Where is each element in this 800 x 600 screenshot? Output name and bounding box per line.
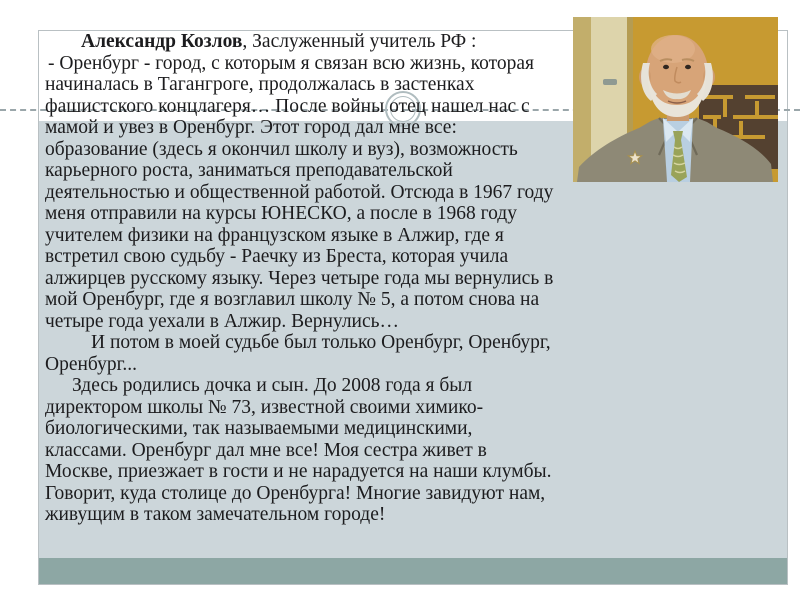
bottom-accent-band (39, 558, 787, 584)
paragraph-closing: Здесь родились дочка и сын. До 2008 года я был директором школы № 73, известной своими химико-биологическими, так называемыми медицинскими, классами. Оренбург дал мне все! Моя сестра живет в Москве, приезжает в гости и не нарадуется на наши клумбы. Говорит, куда столице до Оренбурга! Многие завидуют нам, живущим в таком замечательном городе! (45, 375, 552, 525)
portrait-illustration (573, 17, 778, 182)
portrait-photo (573, 17, 778, 182)
heading-suffix: , Заслуженный учитель РФ : (242, 31, 477, 52)
paragraph-refrain: И потом в моей судьбе был только Оренбург, Оренбург, Оренбург... (45, 332, 551, 375)
heading-line (45, 31, 557, 53)
person-name: Александр Козлов (81, 31, 243, 52)
paragraph-intro: - Оренбург - город, с которым я связан всю жизнь, которая начиналась в Тагангроге, продолжалась в застенках фашистского концлагеря… После войны отец нашел нас с мамой и увез в Оренбург. Этот город дал мне все: образование (здесь я окончил школу и вуз), возможность карьерного роста, заниматься преподавательской деятельностью и общественной работой. Отсюда в 1967 году меня отправили на курсы ЮНЕСКО, а после в 1968 году учителем физики на французском языке в Алжир, где я встретил свою судьбу - Раечку из Бреста, которая учила алжирцев русскому языку. Через четыре года мы вернулись в мой Оренбург, где я возглавил школу № 5, а потом снова на четыре года уехали в Алжир. Вернулись… (45, 52, 554, 332)
body-text-block (45, 31, 557, 526)
